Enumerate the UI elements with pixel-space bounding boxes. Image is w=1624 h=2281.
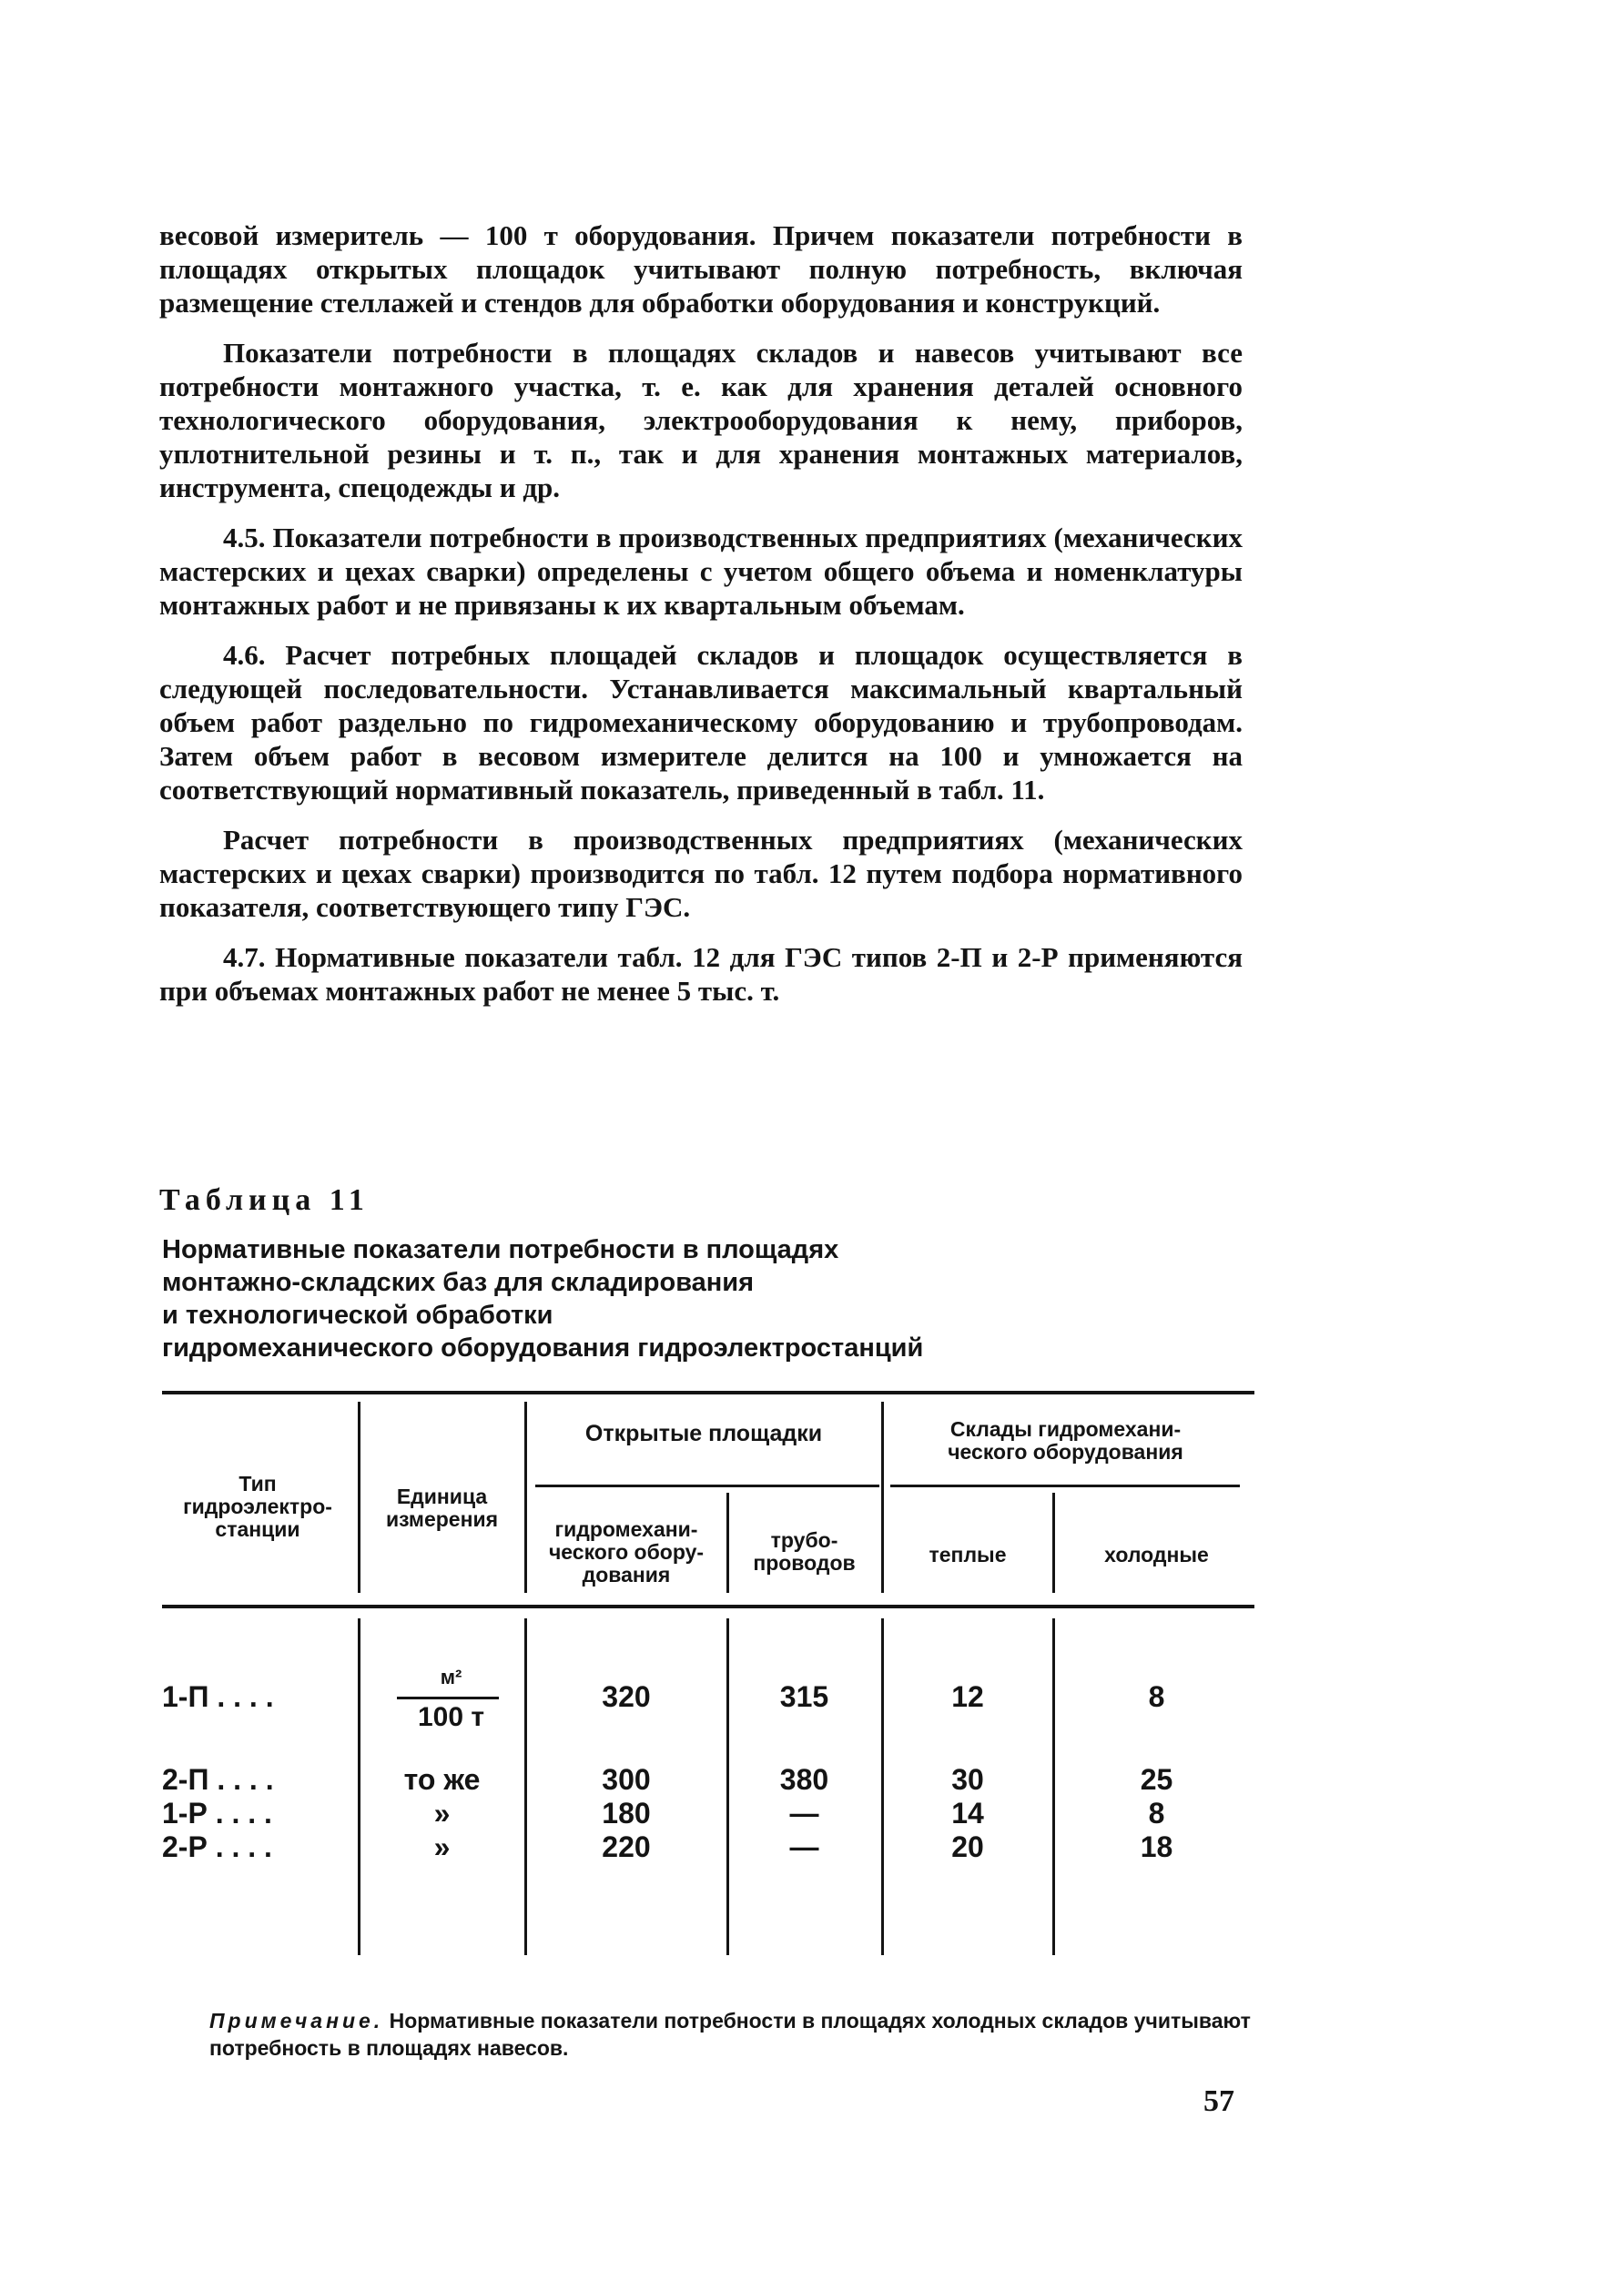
cell-hydro: 220 bbox=[602, 1830, 651, 1863]
table-title-line: и технологической обработки bbox=[162, 1301, 553, 1330]
cell-pipes: — bbox=[789, 1830, 819, 1863]
note-label: Примечание. bbox=[209, 2009, 384, 2033]
header-unit: Единица измерения bbox=[385, 1485, 499, 1531]
body-col-rule bbox=[881, 1618, 884, 1955]
header-open-areas: Открытые площадки bbox=[584, 1421, 823, 1446]
paragraph: Расчет потребности в производственных предприятиях (механических мастерских и цехах сварки) производится по табл. 12 путем подбора нормативного показателя, соответствующего типу ГЭС. bbox=[159, 824, 1243, 923]
cell-pipes: — bbox=[789, 1797, 819, 1830]
unit-numerator: м² bbox=[440, 1666, 462, 1688]
header-open-pipes: трубо-проводов bbox=[753, 1528, 856, 1575]
cell-warm: 14 bbox=[951, 1797, 984, 1830]
header-sub-rule bbox=[535, 1485, 879, 1487]
header-open-hydro: гидромехани-ческого обору-дования bbox=[548, 1517, 705, 1587]
cell-cold: 18 bbox=[1140, 1830, 1173, 1863]
row-type: 1-П . . . . bbox=[162, 1680, 274, 1713]
body-col-rule bbox=[1052, 1618, 1055, 1955]
paragraph: 4.7. Нормативные показатели табл. 12 для ГЭС типов 2-П и 2-Р применяются при объемах монтажных работ не менее 5 тыс. т. bbox=[159, 941, 1243, 1007]
data-table bbox=[162, 1391, 1254, 1964]
header-col-rule bbox=[726, 1493, 729, 1593]
table-title-line: монтажно-складских баз для складирования bbox=[162, 1268, 755, 1297]
cell-warm: 30 bbox=[951, 1763, 984, 1796]
paragraph: весовой измеритель — 100 т оборудования. Причем показатели потребности в площадях открытых площадок учитывают полную потребность, включая размещение стеллажей и стендов для обработки оборудования и конструкций. bbox=[159, 219, 1243, 319]
table-title-line: Нормативные показатели потребности в площадях bbox=[162, 1235, 839, 1264]
table-top-rule bbox=[162, 1391, 1254, 1394]
cell-hydro: 320 bbox=[602, 1680, 651, 1713]
paragraph: Показатели потребности в площадях складов и навесов учитывают все потребности монтажного участка, т. е. как для хранения деталей основного технологического оборудования, электрооборудования к нему, приборов, уплотнительной резины и т. п., так и для хранения монтажных материалов, инструмента, спецодежды и др. bbox=[159, 337, 1243, 503]
row-type: 1-Р . . . . bbox=[162, 1797, 272, 1830]
page-number: 57 bbox=[1203, 2084, 1234, 2118]
header-cold: холодные bbox=[1104, 1543, 1209, 1566]
row-type: 2-Р . . . . bbox=[162, 1830, 272, 1863]
header-warm: теплые bbox=[929, 1543, 1007, 1566]
note-text: Нормативные показатели потребности в площадях холодных складов учитывают потребность в площадях навесов. bbox=[209, 2009, 1251, 2060]
header-col-rule bbox=[881, 1402, 884, 1593]
table-title bbox=[162, 1233, 1254, 1364]
header-type: Тип гидроэлектро-станции bbox=[183, 1472, 332, 1541]
paragraph: 4.6. Расчет потребных площадей складов и площадок осуществляется в следующей последовательности. Устанавливается максимальный квартальный объем работ раздельно по гидромеханическому оборудованию и трубопроводам. Затем объем работ в весовом измерителе делится на 100 и умножается на соответствующий нормативный показатель, приведенный в табл. 11. bbox=[159, 639, 1243, 806]
table-note bbox=[209, 2007, 1265, 2062]
header-col-rule bbox=[358, 1402, 360, 1593]
body-col-rule bbox=[726, 1618, 729, 1955]
cell-cold: 25 bbox=[1140, 1763, 1173, 1796]
cell-hydro: 300 bbox=[602, 1763, 651, 1796]
header-sub-rule bbox=[890, 1485, 1240, 1487]
cell-pipes: 315 bbox=[779, 1680, 829, 1713]
table-title-line: гидромеханического оборудования гидроэлектростанций bbox=[162, 1333, 924, 1363]
fraction-bar bbox=[397, 1697, 499, 1699]
cell-hydro: 180 bbox=[602, 1797, 651, 1830]
unit-denominator: 100 т bbox=[417, 1702, 485, 1732]
header-warehouses: Склады гидромехани-ческого оборудования bbox=[948, 1417, 1183, 1464]
cell-unit: то же bbox=[403, 1763, 481, 1796]
header-col-rule bbox=[524, 1402, 527, 1593]
header-bottom-rule bbox=[162, 1605, 1254, 1608]
cell-unit: » bbox=[433, 1830, 451, 1863]
cell-cold: 8 bbox=[1148, 1797, 1165, 1830]
cell-unit: » bbox=[433, 1797, 451, 1830]
body-col-rule bbox=[358, 1618, 360, 1955]
cell-warm: 12 bbox=[951, 1680, 984, 1713]
paragraph: 4.5. Показатели потребности в производственных предприятиях (механических мастерских и цехах сварки) определены с учетом общего объема и номенклатуры монтажных работ и не привязаны к их квартальным объемам. bbox=[159, 522, 1243, 621]
row-type: 2-П . . . . bbox=[162, 1763, 274, 1796]
header-col-rule bbox=[1052, 1493, 1055, 1593]
body-text bbox=[159, 218, 1243, 1024]
cell-warm: 20 bbox=[951, 1830, 984, 1863]
cell-pipes: 380 bbox=[779, 1763, 829, 1796]
table-caption: Таблица 11 bbox=[159, 1183, 370, 1217]
cell-cold: 8 bbox=[1148, 1680, 1165, 1713]
